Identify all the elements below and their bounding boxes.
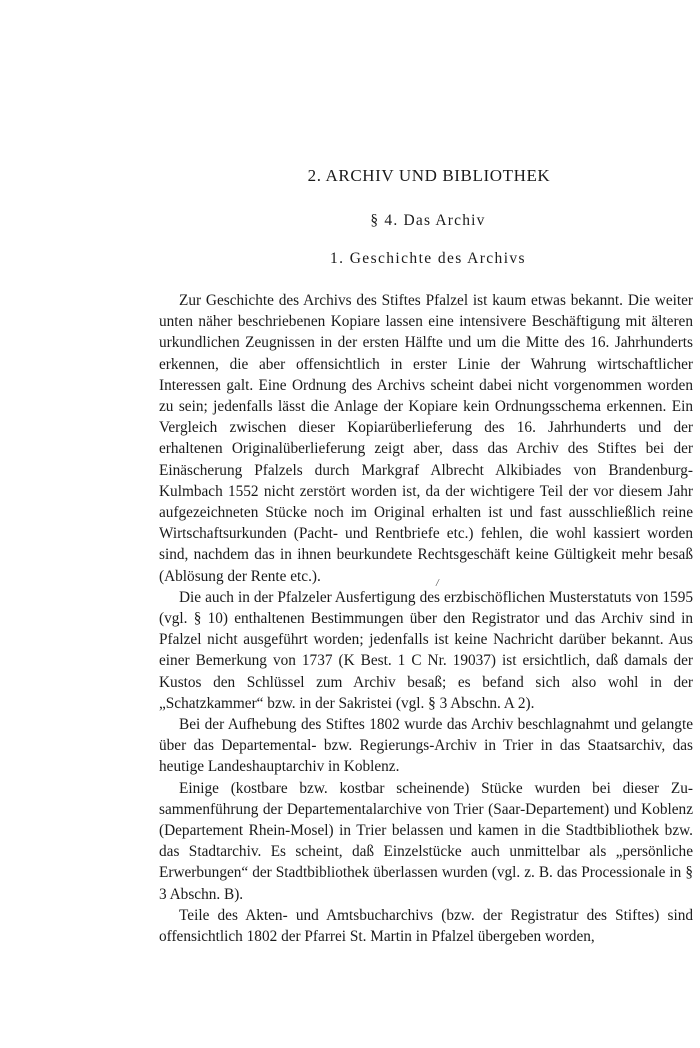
paragraph-5: Teile des Akten- und Amtsbucharchivs (bzw. der Registratur des Stiftes) sind offensichtlich 1802 der Pfarrei St. Martin in Pfalzel übergeben worden,	[159, 906, 693, 946]
subsection-title: 1. Geschichte des Archivs	[330, 250, 526, 267]
chapter-title: 2. ARCHIV UND BIBLIOTHEK	[307, 166, 551, 185]
paragraph-3: Bei der Aufhebung des Stiftes 1802 wurde das Archiv beschlagnahmt und gelangte über das Departemental- bzw. Regierungs-Archiv in Trier in das Staatsarchiv, das heutige Landeshauptarchiv in Koblenz.	[159, 716, 693, 776]
paragraph-2: Die auch in der Pfalzeler Ausfertigung des erzbischöflichen Musterstatuts von 1595 (vgl. § 10) enthaltenen Bestimmungen über den Registrator und das Archiv sind in Pfalzel nicht ausgeführt worden; jedenfalls ist keine Nachricht darüber bekannt. Aus einer Bemerkung von 1737 (K Best. 1 C Nr. 19037) ist ersichtlich, daß damals der Kustos den Schlüssel zum Archiv besaß; es befand sich also wohl in der „Schatzkammer“ bzw. in der Sakristei (vgl. § 3 Abschn. A 2).	[159, 588, 693, 712]
paragraph-1: Zur Geschichte des Archivs des Stiftes Pfalzel ist kaum etwas bekannt. Die weiter unten näher beschriebenen Kopiare lassen eine intensivere Beschäftigung mit älteren urkundlichen Zeugnissen in der ersten Hälfte und um die Mitte des 16. Jahrhunderts erkennen, die aber offensichtlich in erster Linie der Wahrung wirtschaftlicher Interessen galt. Eine Ordnung des Archivs scheint dabei nicht vorgenommen worden zu sein; jedenfalls lässt die Anlage der Kopiare kein Ordnungsschema erkennen. Ein Vergleich zwischen dieser Kopiarüberlieferung des 16. Jahrhunderts und der erhaltenen Originalüberlieferung zeigt aber, dass das Archiv des Stiftes bei der Einäscherung Pfalzels durch Markgraf Albrecht Alkibiades von Brandenburg-Kulmbach 1552 nicht zerstört worden ist, da der wichtigere Teil der vor diesem Jahr aufgezeichneten Stücke noch im Original erhalten ist und fast ausschließlich reine Wirtschaftsurkunden (Pacht- und Rentbriefe etc.) fehlen, die wohl kassiert worden sind, nachdem das in ihnen beurkundete Rechtsgeschäft keine Gültigkeit mehr besaß (Ablösung der Rente etc.).	[159, 292, 693, 585]
page-body	[159, 166, 693, 947]
paragraph-4: Einige (kostbare bzw. kostbar scheinende) Stücke wurden bei dieser Zusammenführung der Departementalarchive von Trier (Saar-Departement) und Koblenz (Departement Rhein-Mosel) in Trier belassen und kamen in die Stadtbibliothek bzw. das Stadtarchiv. Es scheint, daß Einzelstücke auch unmittelbar als „persönliche Erwerbungen“ der Stadtbibliothek überlassen wurden (vgl. z. B. das Processionale in § 3 Abschn. B).	[159, 779, 693, 903]
section-title: § 4. Das Archiv	[370, 212, 486, 229]
margin-mark: /	[436, 578, 439, 589]
